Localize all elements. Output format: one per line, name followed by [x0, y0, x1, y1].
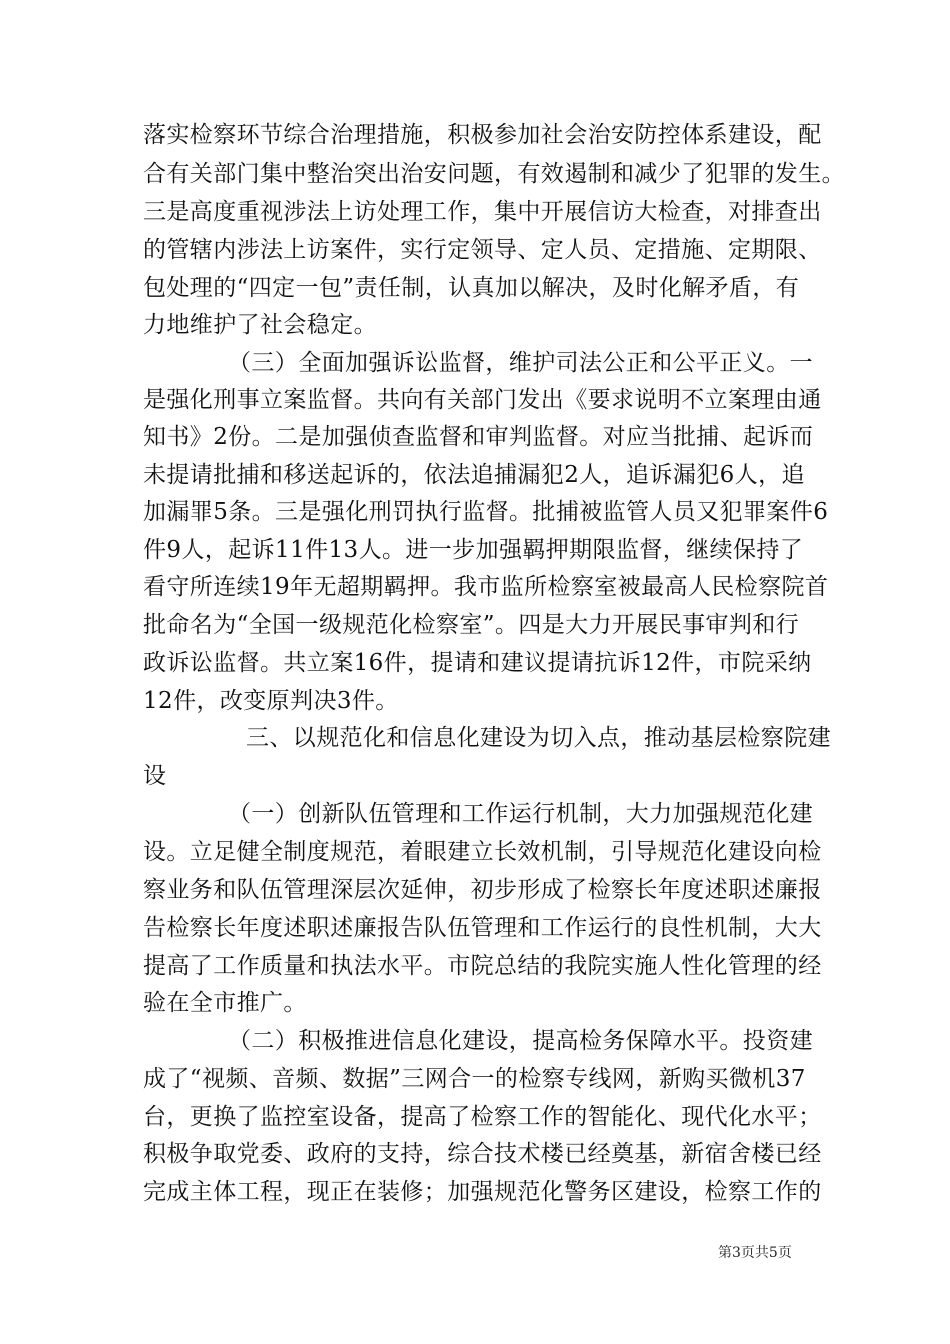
- body-text-line: 落实检察环节综合治理措施，积极参加社会治安防控体系建设，配: [143, 122, 822, 148]
- body-text-line: 告检察长年度述职述廉报告队伍管理和工作运行的良性机制，大大: [143, 915, 822, 941]
- body-text-line: 12件，改变原判决3件。: [143, 688, 399, 714]
- body-text-line: 三是高度重视涉法上访处理工作，集中开展信访大检查，对排查出: [143, 199, 822, 225]
- body-text-line: 批命名为“全国一级规范化检察室”。四是大力开展民事审判和行: [143, 612, 800, 638]
- body-text-line: 未提请批捕和移送起诉的，依法追捕漏犯2人，追诉漏犯6人，追: [143, 462, 805, 488]
- section-heading-line: （二）积极推进信息化建设，提高检务保障水平。投资建: [228, 1028, 813, 1054]
- body-text-line: 积极争取党委、政府的支持，综合技术楼已经奠基，新宿舍楼已经: [143, 1141, 822, 1167]
- body-text-line: 力地维护了社会稳定。: [143, 312, 377, 338]
- body-text-line: 包处理的“四定一包”责任制，认真加以解决，及时化解矛盾，有: [143, 275, 800, 301]
- body-text-line: 知书》2份。二是加强侦查监督和审判监督。对应当批捕、起诉而: [143, 424, 814, 450]
- body-text-line: 台，更换了监控室设备，提高了检察工作的智能化、现代化水平；: [143, 1104, 822, 1130]
- body-text-line: 察业务和队伍管理深层次延伸，初步形成了检察长年度述职述廉报: [143, 877, 822, 903]
- section-heading-line: （三）全面加强诉讼监督，维护司法公正和公平正义。一: [228, 350, 813, 376]
- body-text-line: 政诉讼监督。共立案16件，提请和建议提请抗诉12件，市院采纳: [143, 650, 812, 676]
- page-number-footer: 第3页共5页: [718, 1245, 792, 1261]
- section-heading-line: 三、以规范化和信息化建设为切入点，推动基层检察院建: [246, 725, 831, 751]
- body-text-line: 是强化刑事立案监督。共向有关部门发出《要求说明不立案理由通: [143, 387, 822, 413]
- body-text-line: 设。立足健全制度规范，着眼建立长效机制，引导规范化建设向检: [143, 839, 822, 865]
- body-text-line: 验在全市推广。: [143, 990, 307, 1016]
- body-text-line: 成了“视频、音频、数据”三网合一的检察专线网，新购买微机37: [143, 1066, 806, 1092]
- section-heading-line: （一）创新队伍管理和工作运行机制，大力加强规范化建: [228, 801, 813, 827]
- body-text-line: 完成主体工程，现正在装修；加强规范化警务区建设，检察工作的: [143, 1179, 822, 1205]
- body-text-line: 件9人，起诉11件13人。进一步加强羁押期限监督，继续保持了: [143, 537, 804, 563]
- body-text-line: 合有关部门集中整治突出治安问题，有效遏制和减少了犯罪的发生。: [143, 161, 845, 187]
- body-text-line: 提高了工作质量和执法水平。市院总结的我院实施人性化管理的经: [143, 953, 822, 979]
- body-text-line: 的管辖内涉法上访案件，实行定领导、定人员、定措施、定期限、: [143, 237, 822, 263]
- body-text-line: 看守所连续19年无超期羁押。我市监所检察室被最高人民检察院首: [143, 574, 829, 600]
- section-heading-line: 设: [143, 763, 167, 789]
- body-text-line: 加漏罪5条。三是强化刑罚执行监督。批捕被监管人员又犯罪案件6: [143, 499, 829, 525]
